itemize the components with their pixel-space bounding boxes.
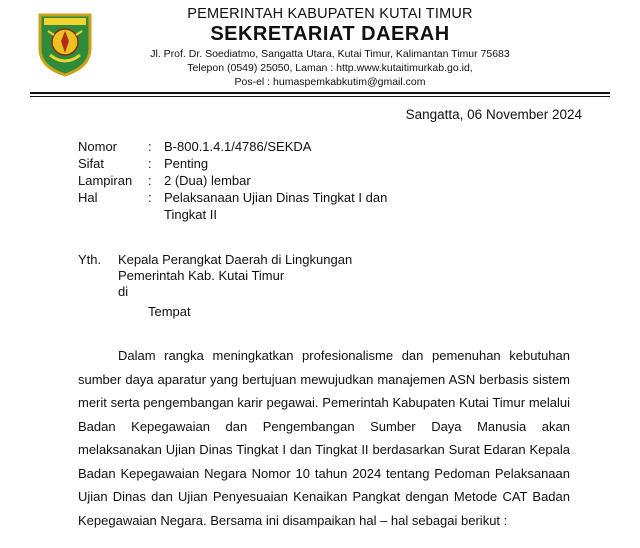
meta-sep: :	[148, 139, 152, 154]
recipient-line: di	[118, 284, 129, 299]
meta-label: Lampiran	[78, 173, 133, 188]
recipient-line: Kepala Perangkat Daerah di Lingkungan	[118, 252, 353, 267]
letterhead-address: Jl. Prof. Dr. Soediatmo, Sangatta Utara, Kutai Timur, Kalimantan Timur 75683	[150, 48, 510, 60]
meta-value: Pelaksanaan Ujian Dinas Tingkat I dan Tingkat II	[164, 190, 388, 222]
recipient-label: Yth.	[78, 252, 102, 267]
meta-row-nomor	[78, 138, 404, 155]
letterhead-government: PEMERINTAH KABUPATEN KUTAI TIMUR	[187, 6, 473, 22]
recipient-place: Tempat	[148, 304, 191, 319]
meta-row-sifat	[78, 155, 404, 172]
meta-row-hal	[78, 189, 404, 223]
meta-label: Sifat	[78, 156, 105, 171]
meta-value: B-800.1.4.1/4786/SEKDA	[164, 139, 312, 154]
meta-label: Nomor	[78, 139, 118, 154]
letterhead-divider	[30, 92, 610, 94]
letterhead-email: Pos-el : humaspemkabkutim@gmail.com	[234, 76, 426, 88]
meta-label: Hal	[78, 190, 98, 205]
meta-row-lampiran	[78, 172, 404, 189]
meta-sep: :	[148, 190, 152, 205]
meta-value: Penting	[164, 156, 209, 171]
letterhead-phone-web: Telepon (0549) 25050, Laman : http.www.kutaitimurkab.go.id,	[187, 62, 473, 74]
letter-body	[78, 344, 570, 532]
kutai-timur-emblem-icon	[36, 9, 94, 77]
letterhead-office: SEKRETARIAT DAERAH	[210, 23, 450, 45]
meta-value: 2 (Dua) lembar	[164, 173, 251, 188]
body-paragraph: Dalam rangka meningkatkan profesionalisme dan pemenuhan kebutuhan sumber daya aparatur yang bertujuan mewujudkan manajemen ASN berbasis sistem merit serta pengembangan karir pegawai. Pemerintah Kabupaten Kutai Timur melalui Badan Kepegawaian dan Pengembangan Sumber Daya Manusia akan melaksanakan Ujian Dinas Tingkat I dan Tingkat II berdasarkan Surat Edaran Kepala Badan Kepegawaian Negara Nomor 10 tahun 2024 tentang Pedoman Pelaksanaan Ujian Dinas dan Ujian Penyesuaian Kenaikan Pangkat dengan Metode CAT Badan Kepegawaian Negara. Bersama ini disampaikan hal – hal sebagai berikut :	[78, 348, 570, 528]
meta-sep: :	[148, 156, 152, 171]
recipient-line: Pemerintah Kab. Kutai Timur	[118, 268, 285, 283]
letter-meta	[78, 138, 404, 223]
letter-date: Sangatta, 06 November 2024	[405, 107, 582, 122]
meta-sep: :	[148, 173, 152, 188]
letterhead-divider-thin	[30, 96, 610, 97]
